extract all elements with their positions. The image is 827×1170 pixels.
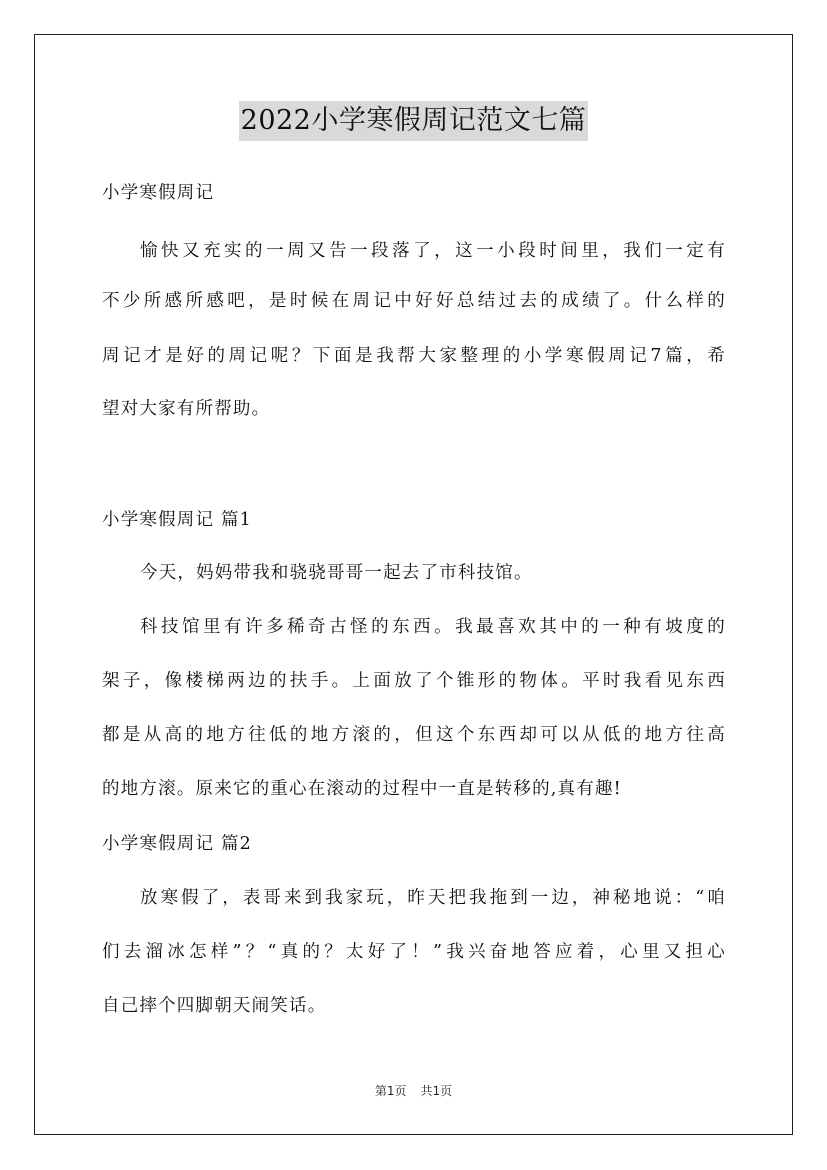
piece1-heading: 小学寒假周记 篇1: [102, 510, 252, 530]
piece2-line-1: 放寒假了，表哥来到我家玩，昨天把我拖到一边，神秘地说：“咱: [140, 888, 726, 908]
piece2-line-2: 们去溜冰怎样”？“真的？太好了！”我兴奋地答应着，心里又担心: [102, 942, 726, 962]
piece1-line-4: 都是从高的地方往低的地方滚的，但这个东西却可以从低的地方往高: [102, 725, 726, 745]
intro-line-2: 不少所感所感吧，是时候在周记中好好总结过去的成绩了。什么样的: [102, 291, 726, 311]
piece1-line-3: 架子，像楼梯两边的扶手。上面放了个锥形的物体。平时我看见东西: [102, 671, 726, 691]
piece1-line-1: 今天，妈妈带我和骁骁哥哥一起去了市科技馆。: [140, 563, 533, 583]
piece1-line-5: 的地方滚。原来它的重心在滚动的过程中一直是转移的,真有趣!: [102, 779, 622, 799]
page-number: 第1页: [374, 1084, 407, 1098]
page-footer: [0, 1083, 827, 1099]
section-heading: 小学寒假周记: [102, 183, 215, 203]
intro-line-3: 周记才是好的周记呢？下面是我帮大家整理的小学寒假周记7篇，希: [102, 346, 726, 366]
document-title: 2022小学寒假周记范文七篇: [239, 101, 589, 141]
piece1-line-2: 科技馆里有许多稀奇古怪的东西。我最喜欢其中的一种有坡度的: [140, 617, 726, 637]
piece2-line-3: 自己摔个四脚朝天闹笑话。: [102, 996, 327, 1016]
title-container: [0, 101, 827, 141]
page-total: 共1页: [420, 1084, 453, 1098]
intro-line-1: 愉快又充实的一周又告一段落了，这一小段时间里，我们一定有: [140, 241, 726, 261]
piece2-heading: 小学寒假周记 篇2: [102, 834, 252, 854]
intro-line-4: 望对大家有所帮助。: [102, 399, 271, 419]
